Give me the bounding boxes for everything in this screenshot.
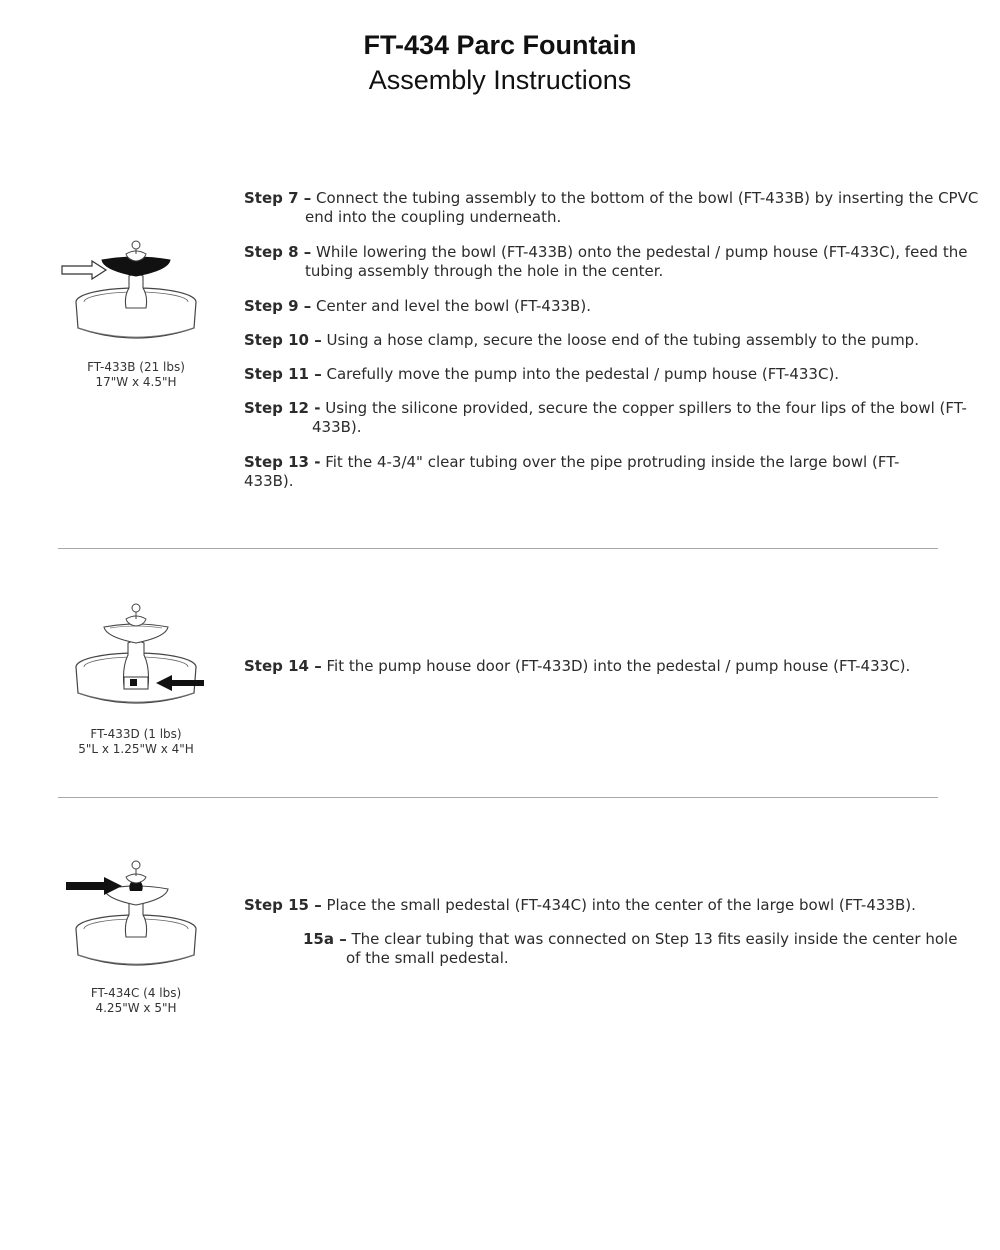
step-text: Fit the pump house door (FT-433D) into the pedestal / pump house (FT-433C). (326, 657, 911, 675)
fountain-small-pedestal-figure (58, 855, 208, 970)
step-text: Fit the 4-3/4" clear tubing over the pipe protruding inside the large bowl (FT-433B). (244, 453, 900, 490)
step-label: Step 8 – (244, 243, 312, 261)
step-15a (303, 930, 976, 968)
step-9 (244, 297, 934, 316)
section-divider (58, 548, 938, 549)
step-10 (244, 331, 934, 350)
part-dimensions-label: 5"L x 1.25"W x 4"H (78, 742, 194, 756)
step-text: Place the small pedestal (FT-434C) into the center of the large bowl (FT-433B). (326, 896, 916, 914)
part-weight-label: FT-433D (1 lbs) (90, 727, 182, 741)
step-label: Step 11 – (244, 365, 322, 383)
step-7 (244, 189, 995, 227)
step-12 (244, 399, 1000, 437)
fountain-bowl-arrow-icon (58, 230, 208, 345)
substep-label: 15a – (303, 930, 347, 948)
step-label: Step 9 – (244, 297, 312, 315)
part-weight-label: FT-434C (4 lbs) (90, 986, 182, 1000)
step-text: While lowering the bowl (FT-433B) onto the pedestal / pump house (FT-433C), feed the tubing assembly through the hole in the center. (305, 243, 968, 280)
step-label: Step 10 – (244, 331, 322, 349)
substep-text: The clear tubing that was connected on Step 13 fits easily inside the center hole of the small pedestal. (346, 930, 958, 967)
step-label: Step 15 – (244, 896, 322, 914)
step-15 (244, 896, 934, 915)
figure-caption (56, 360, 216, 390)
part-dimensions-label: 4.25"W x 5"H (95, 1001, 177, 1015)
step-label: Step 13 - (244, 453, 321, 471)
step-8 (244, 243, 995, 281)
step-14 (244, 657, 934, 676)
figure-caption (56, 727, 216, 757)
fountain-small-pedestal-arrow-icon (58, 855, 208, 970)
fountain-bowl-figure (58, 230, 208, 345)
step-text: Carefully move the pump into the pedestal / pump house (FT-433C). (326, 365, 840, 383)
fountain-door-figure (58, 597, 208, 712)
step-label: Step 12 - (244, 399, 321, 417)
step-text: Center and level the bowl (FT-433B). (316, 297, 591, 315)
fountain-door-arrow-icon (58, 597, 218, 712)
step-label: Step 7 – (244, 189, 312, 207)
step-13 (244, 453, 934, 491)
step-text: Connect the tubing assembly to the bottom of the bowl (FT-433B) by inserting the CPVC end into the coupling underneath. (305, 189, 979, 226)
page-title: FT-434 Parc Fountain (363, 30, 637, 60)
step-text: Using the silicone provided, secure the copper spillers to the four lips of the bowl (FT-433B). (312, 399, 967, 436)
part-weight-label: FT-433B (21 lbs) (87, 360, 185, 374)
figure-caption (56, 986, 216, 1016)
section-divider (58, 797, 938, 798)
step-11 (244, 365, 934, 384)
page-subtitle: Assembly Instructions (368, 65, 632, 95)
part-dimensions-label: 17"W x 4.5"H (95, 375, 177, 389)
step-label: Step 14 – (244, 657, 322, 675)
step-text: Using a hose clamp, secure the loose end of the tubing assembly to the pump. (326, 331, 919, 349)
